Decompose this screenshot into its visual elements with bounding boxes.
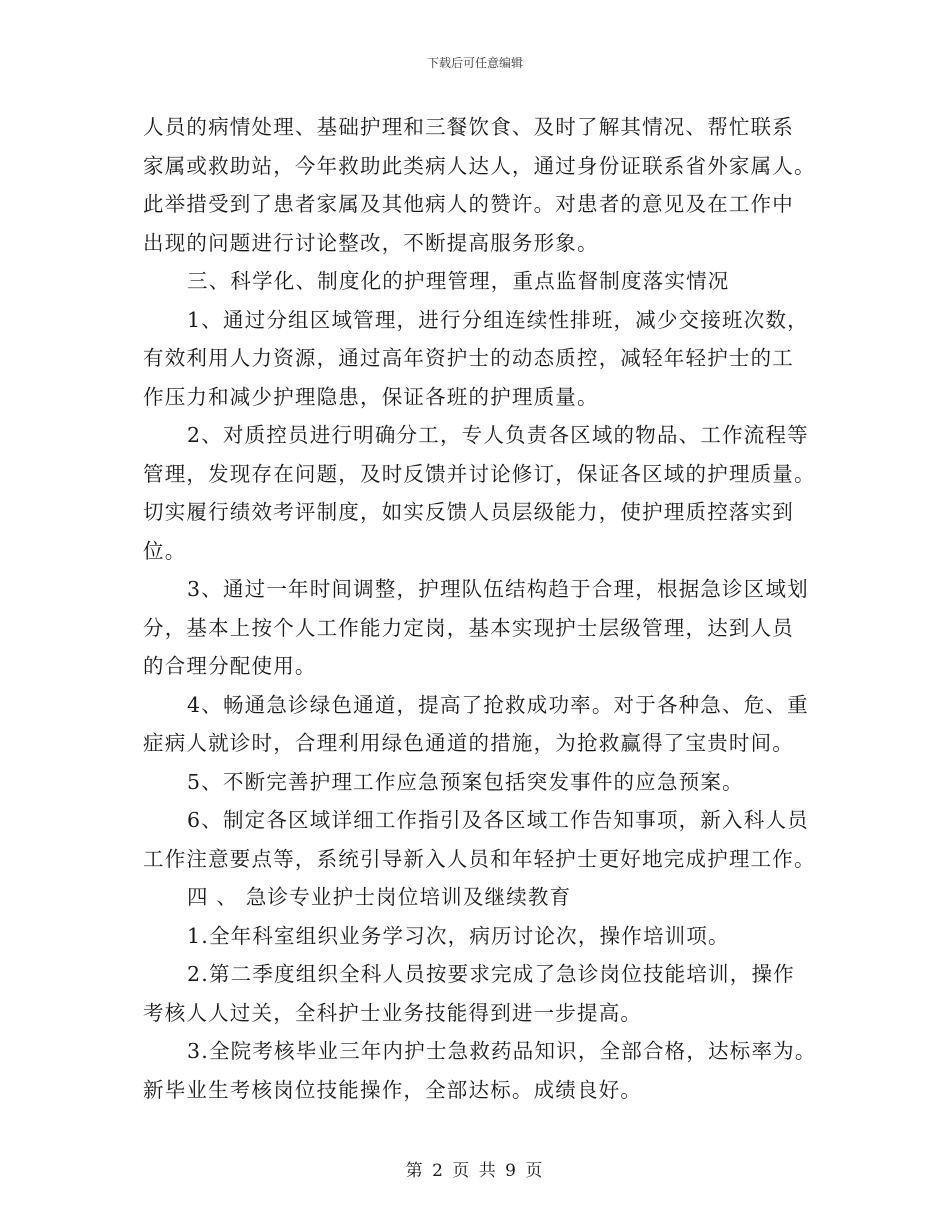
text-line: 新毕业生考核岗位技能操作，全部达标。成绩良好。 — [143, 1077, 643, 1102]
text-line: 1、通过分组区域管理，进行分组连续性排班，减少交接班次数， — [187, 307, 809, 332]
text-line: 出现的问题进行讨论整改，不断提高服务形象。 — [143, 230, 599, 255]
text-line: 人员的病情处理、基础护理和三餐饮食、及时了解其情况、帮忙联系 — [143, 115, 794, 139]
text-line: 3.全院考核毕业三年内护士急救药品知识，全部合格，达标率为。 — [187, 1039, 817, 1063]
document-body — [143, 108, 817, 1109]
text-line: 管理，发现存在问题，及时反馈并讨论修订，保证各区域的护理质量。 — [143, 461, 816, 486]
text-line: 症病人就诊时，合理利用绿色通道的措施，为抢救赢得了宝贵时间。 — [143, 731, 794, 755]
text-line: 4、畅通急诊绿色通道，提高了抢救成功率。对于各种急、危、重 — [187, 692, 809, 717]
text-line: 工作注意要点等，系统引导新入人员和年轻护士更好地完成护理工作。 — [143, 846, 816, 871]
text-line: 四 、 急诊专业护士岗位培训及继续教育 — [187, 885, 572, 909]
text-line: 位。 — [143, 538, 187, 563]
text-line: 切实履行绩效考评制度，如实反馈人员层级能力，使护理质控落实到 — [143, 500, 794, 524]
text-line: 6、制定各区域详细工作指引及各区域工作告知事项，新入科人员 — [187, 808, 809, 832]
text-line: 家属或救助站，今年救助此类病人达人，通过身份证联系省外家属人。 — [143, 153, 816, 178]
text-line: 分，基本上按个人工作能力定岗，基本实现护士层级管理，达到人员 — [143, 615, 794, 640]
text-line: 3、通过一年时间调整，护理队伍结构趋于合理，根据急诊区域划 — [187, 577, 809, 601]
text-line: 2.第二季度组织全科人员按要求完成了急诊岗位技能培训，操作 — [187, 962, 795, 986]
page-footer: 第 2 页 共 9 页 — [405, 1161, 545, 1181]
text-line: 1.全年科室组织业务学习次，病历讨论次，操作培训项。 — [187, 923, 730, 948]
text-line: 有效利用人力资源，通过高年资护士的动态质控，减轻年轻护士的工 — [143, 346, 794, 370]
text-line: 考核人人过关，全科护士业务技能得到进一步提高。 — [143, 1000, 643, 1025]
text-line: 5、不断完善护理工作应急预案包括突发事件的应急预案。 — [187, 769, 744, 794]
page-header: 下载后可任意编辑 — [426, 56, 523, 70]
text-line: 此举措受到了患者家属及其他病人的赞许。对患者的意见及在工作中 — [143, 192, 794, 216]
text-line: 2、对质控员进行明确分工，专人负责各区域的物品、工作流程等 — [187, 423, 809, 447]
text-line: 的合理分配使用。 — [143, 654, 317, 678]
text-line: 作压力和减少护理隐患，保证各班的护理质量。 — [143, 384, 599, 409]
text-line: 三、科学化、制度化的护理管理，重点监督制度落实情况 — [187, 269, 730, 293]
